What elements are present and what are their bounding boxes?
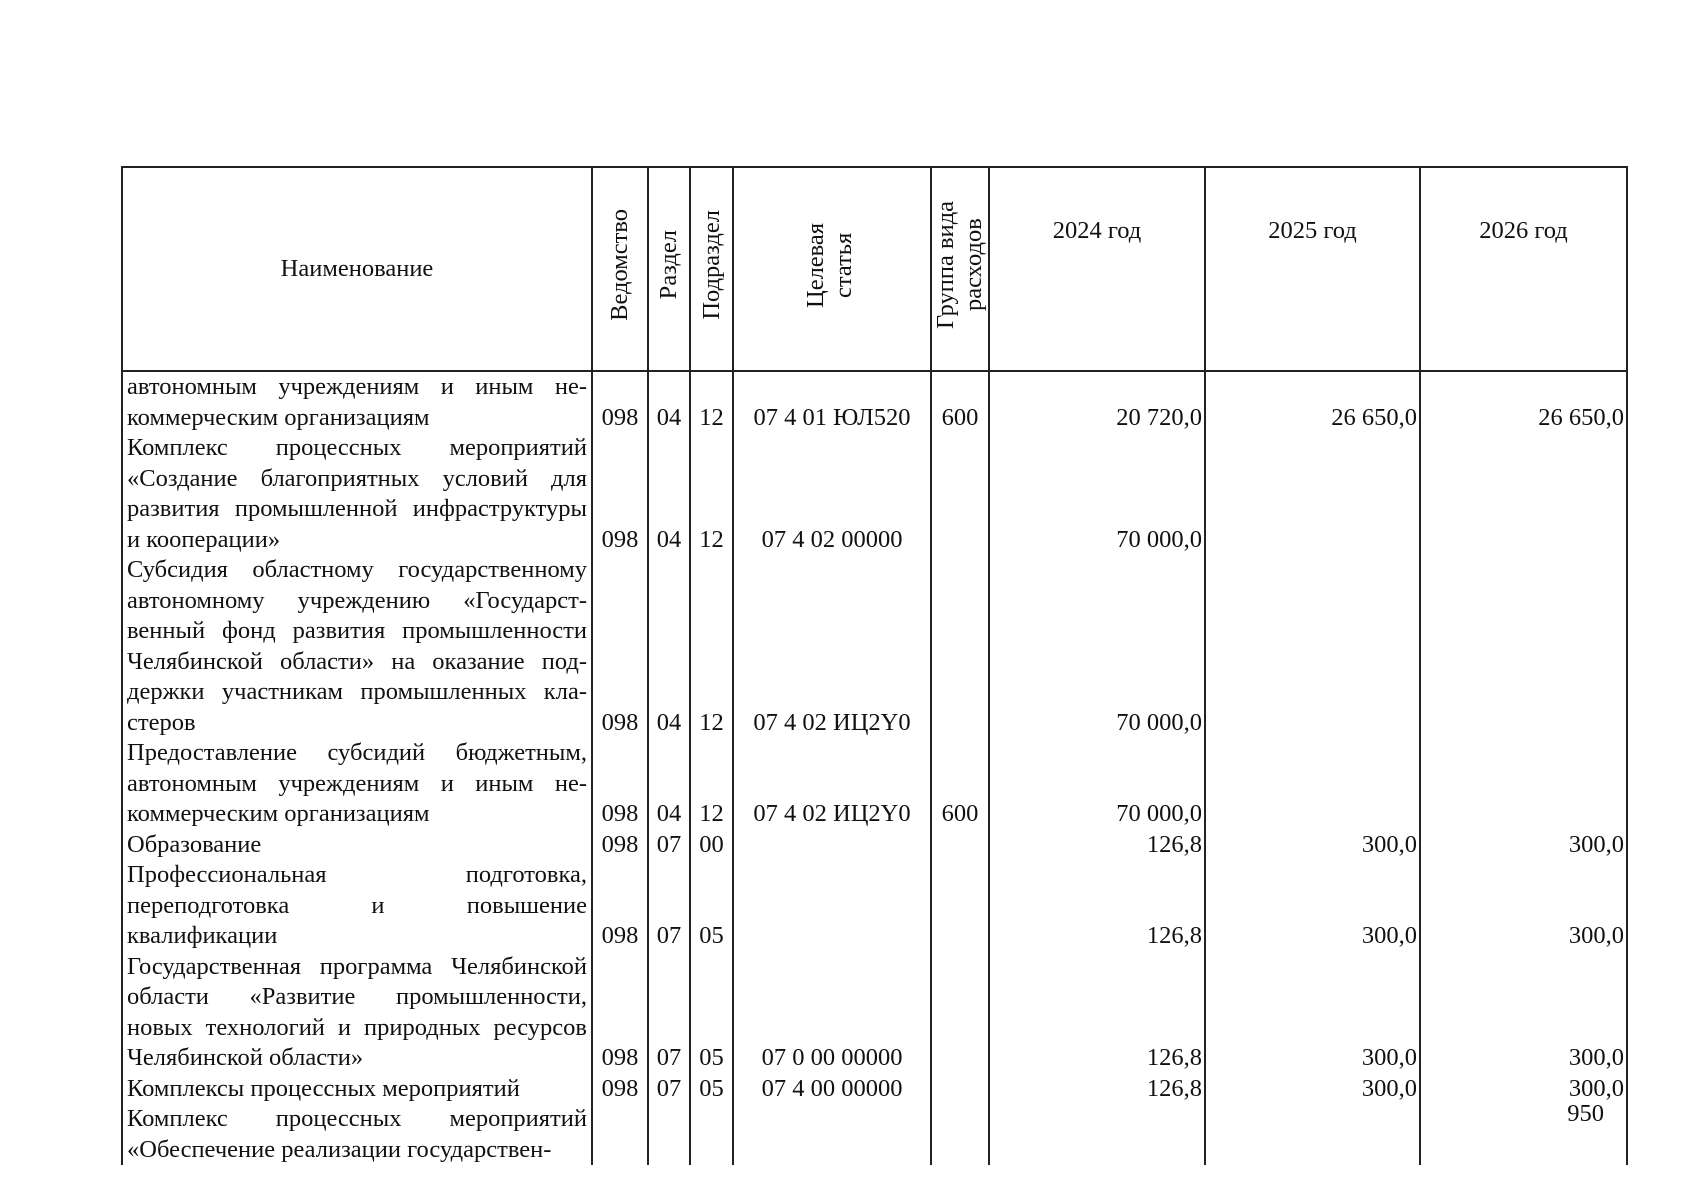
row-target: [733, 860, 931, 952]
row-2026: 300,0: [1420, 1074, 1627, 1105]
row-exp-group: [931, 555, 989, 738]
header-2026: 2026 год: [1420, 167, 1627, 371]
row-dept: [592, 1104, 648, 1165]
row-exp-group: [931, 860, 989, 952]
row-name: автономным учреждениям и иным некоммерческим организациям: [122, 371, 592, 433]
table-row: [122, 555, 1627, 738]
row-2025: 300,0: [1205, 952, 1420, 1074]
row-target: 07 4 02 00000: [733, 433, 931, 555]
row-subsection: 05: [690, 1074, 733, 1105]
row-subsection: 12: [690, 433, 733, 555]
row-section: [648, 1104, 690, 1165]
row-dept: 098: [592, 1074, 648, 1105]
row-2026: 300,0: [1420, 860, 1627, 952]
header-2024: 2024 год: [989, 167, 1205, 371]
page-number: 950: [1567, 1100, 1604, 1127]
row-dept: 098: [592, 860, 648, 952]
row-name: Комплекс процессных мероприятий «Создание благоприятных условий для развития промышленной инфраструктуры и кооперации»: [122, 433, 592, 555]
row-exp-group: [931, 433, 989, 555]
row-name: Комплекс процессных мероприятий «Обеспечение реализации государствен-: [122, 1104, 592, 1165]
row-section: 04: [648, 433, 690, 555]
row-2024: 70 000,0: [989, 433, 1205, 555]
row-subsection: [690, 1104, 733, 1165]
row-section: 04: [648, 371, 690, 433]
header-dept: Ведомство: [592, 167, 648, 371]
row-subsection: 12: [690, 555, 733, 738]
row-dept: 098: [592, 738, 648, 830]
table-row: [122, 860, 1627, 952]
row-2024: 126,8: [989, 1074, 1205, 1105]
row-section: 07: [648, 1074, 690, 1105]
row-dept: 098: [592, 555, 648, 738]
row-2025: 300,0: [1205, 830, 1420, 861]
row-dept: 098: [592, 433, 648, 555]
row-exp-group: [931, 952, 989, 1074]
row-2026: 300,0: [1420, 830, 1627, 861]
row-dept: 098: [592, 952, 648, 1074]
row-2025: [1205, 433, 1420, 555]
header-2025: 2025 год: [1205, 167, 1420, 371]
row-name: Предоставление субсидий бюджетным, автономным учреждениям и иным некоммерческим организациям: [122, 738, 592, 830]
row-subsection: 05: [690, 952, 733, 1074]
header-subsection: Подраздел: [690, 167, 733, 371]
row-2024: [989, 1104, 1205, 1165]
row-section: 04: [648, 555, 690, 738]
row-subsection: 00: [690, 830, 733, 861]
row-2025: [1205, 1104, 1420, 1165]
row-2026: 26 650,0: [1420, 371, 1627, 433]
row-dept: 098: [592, 830, 648, 861]
row-name: Образование: [122, 830, 592, 861]
row-name: Субсидия областному государственному автономному учреждению «Государственный фонд развития промышленности Челябинской области» на оказание поддержки участникам промышленных кластеров: [122, 555, 592, 738]
row-2026: [1420, 433, 1627, 555]
row-2025: 26 650,0: [1205, 371, 1420, 433]
table-header: [122, 167, 1627, 371]
row-2024: 70 000,0: [989, 738, 1205, 830]
row-section: 07: [648, 952, 690, 1074]
row-2026: [1420, 738, 1627, 830]
row-target: [733, 830, 931, 861]
row-2025: [1205, 555, 1420, 738]
row-exp-group: [931, 1104, 989, 1165]
table-row: [122, 738, 1627, 830]
table-row: [122, 371, 1627, 433]
row-2024: 70 000,0: [989, 555, 1205, 738]
row-2024: 126,8: [989, 830, 1205, 861]
row-subsection: 12: [690, 738, 733, 830]
row-target: 07 4 02 ИЦ2Y0: [733, 738, 931, 830]
row-2025: 300,0: [1205, 1074, 1420, 1105]
row-name: Государственная программа Челябинской области «Развитие промышленности, новых технологий и природных ресурсов Челябинской области»: [122, 952, 592, 1074]
table-row: [122, 433, 1627, 555]
row-exp-group: 600: [931, 371, 989, 433]
row-dept: 098: [592, 371, 648, 433]
table-row: [122, 1104, 1627, 1165]
row-target: [733, 1104, 931, 1165]
row-section: 04: [648, 738, 690, 830]
row-target: 07 4 00 00000: [733, 1074, 931, 1105]
table-row: [122, 830, 1627, 861]
row-exp-group: [931, 1074, 989, 1105]
row-2025: [1205, 738, 1420, 830]
header-section: Раздел: [648, 167, 690, 371]
header-target: Целевая статья: [733, 167, 931, 371]
table-row: [122, 952, 1627, 1074]
row-subsection: 05: [690, 860, 733, 952]
table-row: [122, 1074, 1627, 1105]
row-subsection: 12: [690, 371, 733, 433]
row-exp-group: [931, 830, 989, 861]
row-target: 07 4 01 ЮЛ520: [733, 371, 931, 433]
row-2026: [1420, 555, 1627, 738]
row-2024: 126,8: [989, 952, 1205, 1074]
header-name: Наименование: [122, 167, 592, 371]
row-2024: 20 720,0: [989, 371, 1205, 433]
row-section: 07: [648, 830, 690, 861]
budget-table: [121, 166, 1628, 1165]
row-target: 07 0 00 00000: [733, 952, 931, 1074]
row-name: Профессиональная подготовка, переподготовка и повышение квалификации: [122, 860, 592, 952]
row-target: 07 4 02 ИЦ2Y0: [733, 555, 931, 738]
row-2026: 300,0: [1420, 952, 1627, 1074]
row-2024: 126,8: [989, 860, 1205, 952]
row-section: 07: [648, 860, 690, 952]
row-exp-group: 600: [931, 738, 989, 830]
row-2025: 300,0: [1205, 860, 1420, 952]
header-exp-group: Группа вида расходов: [931, 167, 989, 371]
row-name: Комплексы процессных мероприятий: [122, 1074, 592, 1105]
